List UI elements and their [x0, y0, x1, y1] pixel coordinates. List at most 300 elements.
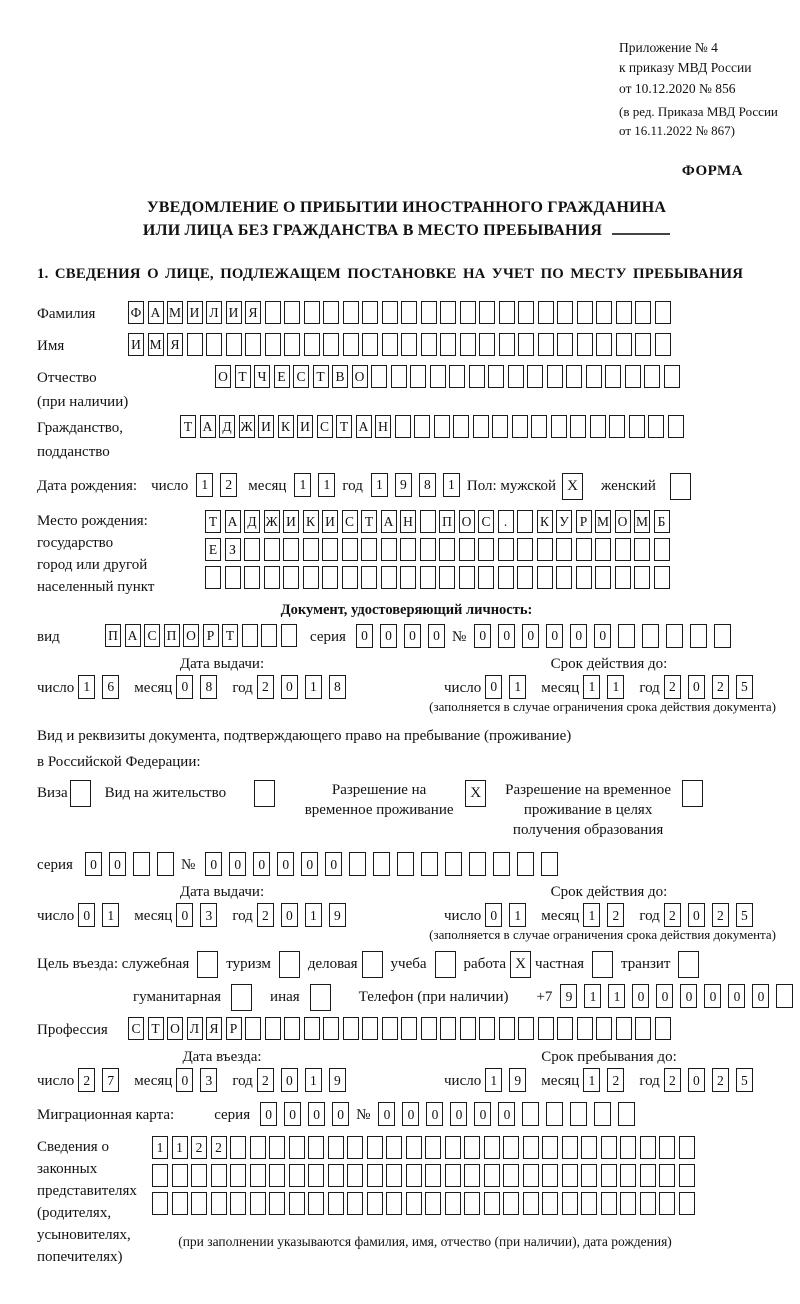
char-cell[interactable] — [421, 1017, 437, 1040]
char-cell[interactable] — [397, 852, 414, 876]
char-cell[interactable] — [265, 333, 281, 356]
char-cell[interactable] — [556, 538, 572, 561]
char-cell[interactable] — [478, 538, 494, 561]
char-cell[interactable]: 0 — [281, 675, 298, 699]
char-cell[interactable]: 2 — [607, 1068, 624, 1092]
char-cell[interactable]: 1 — [583, 675, 600, 699]
char-cell[interactable] — [596, 301, 612, 324]
char-cell[interactable] — [445, 1164, 461, 1187]
stay-month-cells[interactable] — [583, 1068, 631, 1092]
char-cell[interactable] — [609, 415, 625, 438]
char-cell[interactable] — [484, 1192, 500, 1215]
char-cell[interactable]: 0 — [474, 624, 491, 648]
char-cell[interactable] — [618, 624, 635, 648]
char-cell[interactable] — [361, 538, 377, 561]
char-cell[interactable]: 0 — [260, 1102, 277, 1126]
char-cell[interactable] — [517, 852, 534, 876]
char-cell[interactable]: 7 — [102, 1068, 119, 1092]
char-cell[interactable] — [401, 333, 417, 356]
char-cell[interactable] — [590, 415, 606, 438]
char-cell[interactable]: И — [297, 415, 313, 438]
char-cell[interactable] — [323, 333, 339, 356]
char-cell[interactable] — [659, 1136, 675, 1159]
char-cell[interactable] — [484, 1164, 500, 1187]
char-cell[interactable]: 0 — [688, 1068, 705, 1092]
char-cell[interactable] — [498, 538, 514, 561]
char-cell[interactable] — [714, 624, 731, 648]
char-cell[interactable] — [410, 365, 426, 388]
char-cell[interactable] — [556, 566, 572, 589]
char-cell[interactable]: 1 — [305, 1068, 322, 1092]
char-cell[interactable]: 0 — [474, 1102, 491, 1126]
char-cell[interactable]: 0 — [378, 1102, 395, 1126]
char-cell[interactable] — [635, 333, 651, 356]
char-cell[interactable] — [576, 538, 592, 561]
char-cell[interactable] — [449, 365, 465, 388]
char-cell[interactable]: 0 — [281, 1068, 298, 1092]
char-cell[interactable]: Я — [167, 333, 183, 356]
char-cell[interactable] — [655, 301, 671, 324]
char-cell[interactable] — [421, 852, 438, 876]
char-cell[interactable] — [577, 1017, 593, 1040]
char-cell[interactable] — [498, 566, 514, 589]
char-cell[interactable]: 0 — [498, 624, 515, 648]
char-cell[interactable] — [666, 624, 683, 648]
char-cell[interactable]: 1 — [608, 984, 625, 1008]
char-cell[interactable]: Т — [336, 415, 352, 438]
legal-cells-line2[interactable] — [152, 1164, 698, 1187]
char-cell[interactable] — [460, 1017, 476, 1040]
char-cell[interactable] — [265, 301, 281, 324]
doc-valid-month-cells[interactable] — [583, 675, 631, 699]
char-cell[interactable] — [308, 1136, 324, 1159]
char-cell[interactable] — [157, 852, 174, 876]
char-cell[interactable]: 0 — [704, 984, 721, 1008]
char-cell[interactable]: 2 — [257, 675, 274, 699]
char-cell[interactable] — [349, 852, 366, 876]
char-cell[interactable] — [616, 301, 632, 324]
char-cell[interactable] — [425, 1164, 441, 1187]
char-cell[interactable] — [664, 365, 680, 388]
char-cell[interactable]: 0 — [428, 624, 445, 648]
char-cell[interactable] — [191, 1192, 207, 1215]
char-cell[interactable]: 2 — [712, 675, 729, 699]
char-cell[interactable] — [328, 1136, 344, 1159]
char-cell[interactable]: 0 — [402, 1102, 419, 1126]
doc-issue-year-cells[interactable] — [257, 675, 353, 699]
char-cell[interactable]: 0 — [176, 1068, 193, 1092]
char-cell[interactable]: С — [144, 624, 160, 647]
char-cell[interactable] — [386, 1192, 402, 1215]
char-cell[interactable] — [517, 566, 533, 589]
char-cell[interactable] — [283, 538, 299, 561]
char-cell[interactable]: . — [498, 510, 514, 533]
char-cell[interactable] — [493, 852, 510, 876]
char-cell[interactable]: 3 — [200, 1068, 217, 1092]
char-cell[interactable]: А — [148, 301, 164, 324]
char-cell[interactable] — [629, 415, 645, 438]
char-cell[interactable] — [323, 1017, 339, 1040]
residence-valid-day-cells[interactable] — [485, 903, 533, 927]
char-cell[interactable] — [538, 1017, 554, 1040]
char-cell[interactable] — [642, 624, 659, 648]
char-cell[interactable] — [670, 473, 691, 500]
char-cell[interactable] — [644, 365, 660, 388]
given-name-cells[interactable] — [128, 333, 674, 356]
char-cell[interactable] — [187, 333, 203, 356]
char-cell[interactable] — [70, 780, 91, 807]
visa-checkbox[interactable] — [70, 780, 91, 807]
char-cell[interactable]: А — [125, 624, 141, 647]
char-cell[interactable] — [439, 566, 455, 589]
char-cell[interactable]: 0 — [522, 624, 539, 648]
char-cell[interactable] — [406, 1136, 422, 1159]
char-cell[interactable] — [323, 301, 339, 324]
char-cell[interactable]: 0 — [404, 624, 421, 648]
char-cell[interactable]: Ч — [254, 365, 270, 388]
char-cell[interactable]: 0 — [594, 624, 611, 648]
char-cell[interactable]: Ж — [264, 510, 280, 533]
char-cell[interactable]: 0 — [176, 903, 193, 927]
char-cell[interactable] — [492, 415, 508, 438]
char-cell[interactable]: У — [556, 510, 572, 533]
char-cell[interactable] — [618, 1102, 635, 1126]
char-cell[interactable] — [435, 951, 456, 978]
char-cell[interactable]: 0 — [205, 852, 222, 876]
char-cell[interactable] — [596, 333, 612, 356]
char-cell[interactable] — [469, 365, 485, 388]
char-cell[interactable] — [343, 301, 359, 324]
char-cell[interactable] — [634, 538, 650, 561]
char-cell[interactable] — [382, 333, 398, 356]
char-cell[interactable]: 0 — [688, 675, 705, 699]
char-cell[interactable] — [231, 984, 252, 1011]
char-cell[interactable] — [679, 1136, 695, 1159]
char-cell[interactable]: Е — [205, 538, 221, 561]
char-cell[interactable] — [499, 301, 515, 324]
char-cell[interactable] — [343, 333, 359, 356]
char-cell[interactable] — [440, 333, 456, 356]
char-cell[interactable]: 1 — [485, 1068, 502, 1092]
entry-year-cells[interactable] — [257, 1068, 353, 1092]
char-cell[interactable] — [362, 333, 378, 356]
char-cell[interactable] — [616, 1017, 632, 1040]
char-cell[interactable]: 0 — [176, 675, 193, 699]
char-cell[interactable]: 5 — [736, 675, 753, 699]
char-cell[interactable] — [654, 566, 670, 589]
char-cell[interactable] — [310, 984, 331, 1011]
char-cell[interactable] — [595, 566, 611, 589]
char-cell[interactable]: 0 — [253, 852, 270, 876]
char-cell[interactable] — [541, 852, 558, 876]
char-cell[interactable] — [373, 852, 390, 876]
char-cell[interactable] — [284, 333, 300, 356]
char-cell[interactable] — [635, 1017, 651, 1040]
char-cell[interactable]: 1 — [102, 903, 119, 927]
char-cell[interactable] — [469, 852, 486, 876]
char-cell[interactable] — [400, 566, 416, 589]
char-cell[interactable]: 2 — [257, 903, 274, 927]
char-cell[interactable] — [668, 415, 684, 438]
char-cell[interactable]: X — [562, 473, 583, 500]
char-cell[interactable]: Д — [244, 510, 260, 533]
char-cell[interactable] — [581, 1136, 597, 1159]
char-cell[interactable]: 0 — [380, 624, 397, 648]
purpose-work-checkbox[interactable] — [510, 951, 531, 978]
char-cell[interactable]: 0 — [229, 852, 246, 876]
char-cell[interactable] — [460, 333, 476, 356]
char-cell[interactable] — [562, 1164, 578, 1187]
char-cell[interactable]: М — [634, 510, 650, 533]
char-cell[interactable]: Т — [222, 624, 238, 647]
char-cell[interactable] — [557, 301, 573, 324]
char-cell[interactable] — [406, 1164, 422, 1187]
char-cell[interactable]: 5 — [736, 903, 753, 927]
char-cell[interactable] — [289, 1136, 305, 1159]
char-cell[interactable]: 0 — [546, 624, 563, 648]
char-cell[interactable] — [566, 365, 582, 388]
char-cell[interactable] — [322, 566, 338, 589]
char-cell[interactable]: 0 — [284, 1102, 301, 1126]
char-cell[interactable]: О — [615, 510, 631, 533]
char-cell[interactable] — [244, 566, 260, 589]
char-cell[interactable] — [601, 1136, 617, 1159]
char-cell[interactable] — [538, 333, 554, 356]
char-cell[interactable] — [479, 301, 495, 324]
char-cell[interactable]: Т — [205, 510, 221, 533]
char-cell[interactable] — [690, 624, 707, 648]
char-cell[interactable] — [620, 1164, 636, 1187]
char-cell[interactable] — [523, 1164, 539, 1187]
char-cell[interactable] — [261, 624, 277, 647]
char-cell[interactable]: 8 — [329, 675, 346, 699]
char-cell[interactable]: 1 — [509, 675, 526, 699]
char-cell[interactable] — [640, 1164, 656, 1187]
char-cell[interactable]: С — [478, 510, 494, 533]
char-cell[interactable] — [362, 1017, 378, 1040]
char-cell[interactable]: И — [128, 333, 144, 356]
char-cell[interactable]: 0 — [485, 903, 502, 927]
doc-number-cells[interactable] — [474, 624, 738, 648]
char-cell[interactable]: Я — [206, 1017, 222, 1040]
char-cell[interactable]: С — [317, 415, 333, 438]
char-cell[interactable]: 0 — [450, 1102, 467, 1126]
char-cell[interactable] — [152, 1164, 168, 1187]
char-cell[interactable]: О — [183, 624, 199, 647]
char-cell[interactable] — [245, 1017, 261, 1040]
char-cell[interactable] — [659, 1164, 675, 1187]
char-cell[interactable]: 0 — [498, 1102, 515, 1126]
char-cell[interactable] — [434, 415, 450, 438]
char-cell[interactable]: 2 — [191, 1136, 207, 1159]
char-cell[interactable] — [577, 333, 593, 356]
char-cell[interactable] — [386, 1164, 402, 1187]
char-cell[interactable] — [542, 1192, 558, 1215]
purpose-humanitarian-checkbox[interactable] — [231, 984, 252, 1011]
char-cell[interactable]: С — [128, 1017, 144, 1040]
char-cell[interactable] — [279, 951, 300, 978]
char-cell[interactable]: М — [167, 301, 183, 324]
char-cell[interactable] — [570, 415, 586, 438]
char-cell[interactable]: А — [356, 415, 372, 438]
char-cell[interactable]: С — [342, 510, 358, 533]
char-cell[interactable] — [464, 1192, 480, 1215]
char-cell[interactable]: В — [332, 365, 348, 388]
char-cell[interactable]: А — [225, 510, 241, 533]
char-cell[interactable] — [264, 566, 280, 589]
char-cell[interactable] — [425, 1136, 441, 1159]
char-cell[interactable]: 1 — [509, 903, 526, 927]
char-cell[interactable]: 0 — [728, 984, 745, 1008]
char-cell[interactable] — [421, 301, 437, 324]
char-cell[interactable]: Т — [361, 510, 377, 533]
char-cell[interactable] — [445, 1192, 461, 1215]
doc-issue-month-cells[interactable] — [176, 675, 224, 699]
char-cell[interactable]: 2 — [211, 1136, 227, 1159]
char-cell[interactable] — [400, 538, 416, 561]
char-cell[interactable]: А — [200, 415, 216, 438]
char-cell[interactable] — [445, 852, 462, 876]
char-cell[interactable]: Д — [219, 415, 235, 438]
char-cell[interactable] — [478, 566, 494, 589]
char-cell[interactable]: И — [322, 510, 338, 533]
char-cell[interactable] — [557, 1017, 573, 1040]
temp-residence-checkbox[interactable] — [465, 780, 486, 807]
char-cell[interactable] — [473, 415, 489, 438]
char-cell[interactable]: 9 — [329, 903, 346, 927]
char-cell[interactable]: М — [148, 333, 164, 356]
char-cell[interactable]: Б — [654, 510, 670, 533]
char-cell[interactable]: 1 — [152, 1136, 168, 1159]
char-cell[interactable] — [523, 1136, 539, 1159]
char-cell[interactable] — [542, 1136, 558, 1159]
char-cell[interactable] — [381, 538, 397, 561]
char-cell[interactable]: П — [105, 624, 121, 647]
char-cell[interactable]: Р — [226, 1017, 242, 1040]
char-cell[interactable]: К — [303, 510, 319, 533]
char-cell[interactable] — [527, 365, 543, 388]
surname-cells[interactable] — [128, 301, 674, 324]
char-cell[interactable]: 0 — [570, 624, 587, 648]
char-cell[interactable]: 1 — [196, 473, 213, 497]
char-cell[interactable]: 0 — [301, 852, 318, 876]
char-cell[interactable] — [322, 538, 338, 561]
char-cell[interactable] — [634, 566, 650, 589]
char-cell[interactable]: Р — [203, 624, 219, 647]
char-cell[interactable]: Я — [245, 301, 261, 324]
char-cell[interactable] — [615, 538, 631, 561]
char-cell[interactable]: 1 — [172, 1136, 188, 1159]
char-cell[interactable]: 1 — [443, 473, 460, 497]
profession-cells[interactable] — [128, 1017, 674, 1040]
char-cell[interactable] — [342, 538, 358, 561]
char-cell[interactable] — [371, 365, 387, 388]
char-cell[interactable] — [601, 1164, 617, 1187]
char-cell[interactable] — [654, 538, 670, 561]
residence-valid-year-cells[interactable] — [664, 903, 760, 927]
purpose-business-checkbox[interactable] — [362, 951, 383, 978]
char-cell[interactable] — [382, 301, 398, 324]
char-cell[interactable]: 1 — [583, 1068, 600, 1092]
residence-permit-checkbox[interactable] — [254, 780, 275, 807]
char-cell[interactable] — [518, 333, 534, 356]
char-cell[interactable] — [484, 1136, 500, 1159]
char-cell[interactable]: 0 — [85, 852, 102, 876]
char-cell[interactable] — [440, 301, 456, 324]
char-cell[interactable] — [479, 333, 495, 356]
entry-day-cells[interactable] — [78, 1068, 126, 1092]
char-cell[interactable] — [439, 538, 455, 561]
char-cell[interactable] — [254, 780, 275, 807]
char-cell[interactable] — [655, 1017, 671, 1040]
char-cell[interactable] — [362, 301, 378, 324]
char-cell[interactable] — [679, 1192, 695, 1215]
char-cell[interactable] — [367, 1192, 383, 1215]
char-cell[interactable]: О — [215, 365, 231, 388]
birthplace-cells-line3[interactable] — [205, 566, 673, 589]
char-cell[interactable] — [601, 1192, 617, 1215]
char-cell[interactable] — [304, 333, 320, 356]
char-cell[interactable] — [304, 1017, 320, 1040]
char-cell[interactable] — [464, 1136, 480, 1159]
char-cell[interactable]: Т — [235, 365, 251, 388]
char-cell[interactable] — [499, 333, 515, 356]
char-cell[interactable]: X — [510, 951, 531, 978]
residence-issue-day-cells[interactable] — [78, 903, 126, 927]
char-cell[interactable]: Т — [180, 415, 196, 438]
char-cell[interactable] — [596, 1017, 612, 1040]
char-cell[interactable]: 0 — [632, 984, 649, 1008]
legal-cells-line3[interactable] — [152, 1192, 698, 1215]
char-cell[interactable] — [488, 365, 504, 388]
char-cell[interactable] — [172, 1192, 188, 1215]
char-cell[interactable]: К — [278, 415, 294, 438]
char-cell[interactable] — [303, 538, 319, 561]
char-cell[interactable]: 1 — [318, 473, 335, 497]
char-cell[interactable]: 1 — [584, 984, 601, 1008]
char-cell[interactable] — [289, 1192, 305, 1215]
char-cell[interactable]: О — [352, 365, 368, 388]
char-cell[interactable]: 1 — [607, 675, 624, 699]
char-cell[interactable]: 9 — [329, 1068, 346, 1092]
char-cell[interactable]: 2 — [607, 903, 624, 927]
char-cell[interactable] — [308, 1164, 324, 1187]
char-cell[interactable] — [420, 510, 436, 533]
char-cell[interactable]: Р — [576, 510, 592, 533]
char-cell[interactable]: Т — [313, 365, 329, 388]
char-cell[interactable] — [133, 852, 150, 876]
purpose-official-checkbox[interactable] — [197, 951, 218, 978]
char-cell[interactable]: З — [225, 538, 241, 561]
char-cell[interactable] — [230, 1164, 246, 1187]
char-cell[interactable]: 0 — [277, 852, 294, 876]
char-cell[interactable] — [401, 1017, 417, 1040]
char-cell[interactable] — [250, 1136, 266, 1159]
char-cell[interactable] — [382, 1017, 398, 1040]
char-cell[interactable] — [594, 1102, 611, 1126]
char-cell[interactable] — [503, 1136, 519, 1159]
char-cell[interactable] — [152, 1192, 168, 1215]
char-cell[interactable] — [479, 1017, 495, 1040]
char-cell[interactable] — [562, 1192, 578, 1215]
char-cell[interactable] — [406, 1192, 422, 1215]
char-cell[interactable]: А — [381, 510, 397, 533]
char-cell[interactable] — [592, 951, 613, 978]
char-cell[interactable] — [343, 1017, 359, 1040]
char-cell[interactable] — [191, 1164, 207, 1187]
char-cell[interactable] — [595, 538, 611, 561]
char-cell[interactable]: И — [226, 301, 242, 324]
